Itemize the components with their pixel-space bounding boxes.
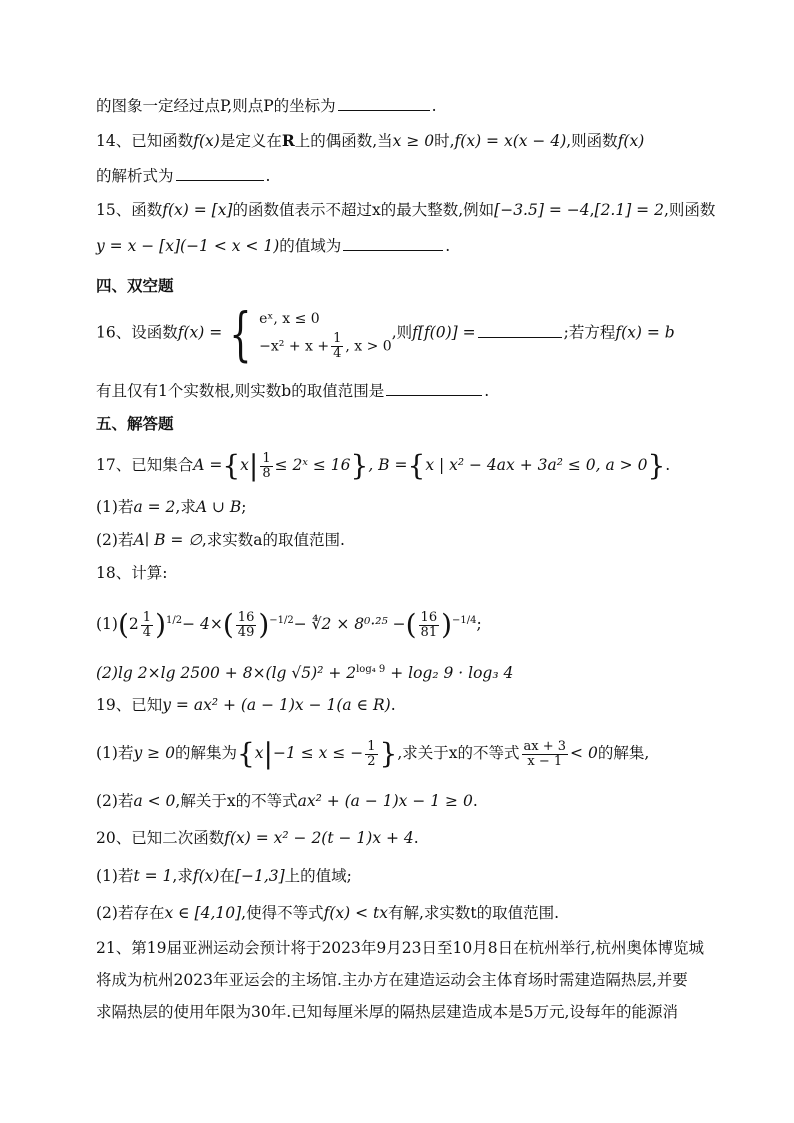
q16-eq: f(x) = b [615, 323, 675, 342]
q19-2-ineq: ax² + (a − 1)x − 1 ≥ 0 [297, 792, 473, 810]
q20-2-lead: (2)若存在 [96, 904, 165, 922]
q20-1-fx: f(x) [192, 867, 220, 885]
answer-blank-13 [338, 96, 430, 111]
question-19-part1 [96, 738, 649, 769]
q14-formula: f(x) = x(x − 4) [454, 132, 567, 150]
q18-1-root: − ∜2 × 8⁰·²⁵ − [293, 615, 406, 634]
frac-num: 1 [142, 609, 152, 625]
answer-blank-16b [386, 381, 482, 396]
q19-1-x: x [254, 744, 264, 762]
frac-den: x − 1 [527, 753, 563, 769]
q14-R: R [281, 131, 295, 150]
q20-2-cond: x ∈ [4,10] [164, 904, 242, 922]
right-brace-icon-2: } [647, 449, 666, 482]
q14-ask: 的解析式为 [96, 167, 174, 185]
question-21-line3: 求隔热层的使用年限为30年.已知每厘米厚的隔热层建造成本是5万元,设每年的能源消 [96, 1003, 678, 1021]
paren-icon-3-close: ) [441, 608, 453, 642]
q20-lead: 20、已知二次函数 [96, 829, 225, 847]
q19-period: . [390, 696, 396, 714]
mixed-whole: 2 [128, 615, 139, 634]
bar-icon-2: | [263, 737, 273, 770]
frac-den: 4 [333, 346, 342, 361]
q17-1-semi: ; [241, 498, 247, 516]
paren-icon: ( [117, 608, 129, 642]
q15-ex2: [2.1] = 2 [594, 201, 664, 219]
q17-ineq: ≤ 2ˣ ≤ 16 [274, 456, 351, 474]
question-13-tail [96, 96, 437, 116]
q20-1-cond: t = 1 [133, 867, 173, 885]
left-brace-icon: { [222, 449, 241, 482]
paren-icon-close: ) [155, 608, 166, 642]
q15-text2: ,则函数 [663, 201, 716, 219]
frac-num: 1 [262, 450, 271, 466]
fraction-one-eighth [260, 452, 272, 481]
q15-func: y = x − [x](−1 < x < 1) [96, 237, 280, 255]
q17-1-union: A ∪ B [195, 498, 242, 516]
frac-num: 1 [333, 331, 342, 346]
exp-mquarter: −1/4 [452, 615, 477, 626]
q19-1-ask: 的解集, [597, 744, 650, 762]
q19-2-cond: a < 0 [133, 792, 176, 810]
q16-piece2-a: −x² + x + [259, 338, 330, 355]
q18-1-semi: ; [476, 615, 482, 634]
q18-2-expr: (2)lg 2×lg 2500 + 8×(lg √5)² + 2 [96, 664, 357, 683]
q19-1-ineq: < 0 [570, 744, 598, 762]
q16-piece2-b: , x > 0 [345, 338, 392, 355]
q16-text: ,则 [391, 323, 413, 342]
piecewise [259, 306, 392, 361]
question-14 [96, 131, 644, 151]
frac-num: 16 [237, 609, 255, 625]
q20-period: . [413, 829, 419, 847]
fraction-one-quarter [331, 332, 343, 361]
question-20-part2 [96, 903, 559, 923]
q17-x: x [240, 456, 249, 474]
q16-piece1: eˣ, x ≤ 0 [259, 311, 320, 327]
q19-1-text: 的解集为 [174, 744, 237, 762]
section-4-heading: 四、双空题 [96, 277, 174, 295]
fraction-16-81 [419, 611, 440, 640]
exp-half: 1/2 [166, 615, 183, 626]
q16-ffx: f[f(0)] = [412, 323, 476, 342]
fraction-one-quarter-2 [141, 611, 153, 640]
question-20 [96, 828, 419, 848]
q19-1-range: −1 ≤ x ≤ − [272, 744, 364, 762]
exp-mhalf: −1/2 [269, 615, 294, 626]
q16-lead: 16、设函数 [96, 323, 178, 342]
answer-blank-16a [478, 323, 562, 338]
q19-func: y = ax² + (a − 1)x − 1(a ∈ R) [162, 696, 391, 714]
q14-text: 是定义在 [219, 132, 282, 150]
q17-A: A = [193, 456, 223, 474]
q20-1-text: ,求 [172, 867, 193, 885]
q17-2-cond: A∣ B = ∅ [133, 531, 202, 549]
q17-lead: 17、已知集合 [96, 456, 194, 474]
q16-fx: f(x) = [177, 323, 223, 342]
question-21-line1: 21、第19届亚洲运动会预计将于2023年9月23日至10月8日在杭州举行,杭州奥体博览城 [96, 939, 704, 957]
question-17: 17、已知集合A ={x| $\frac{1}{8}$ ≤ 2ˣ ≤ 16}, B ={x | x² − 4ax + 3a² ≤ 0, a > 0}. [96, 449, 671, 482]
q16-text2: ;若方程 [563, 323, 616, 342]
brace-icon: { [229, 299, 252, 368]
question-18: 18、计算: [96, 564, 168, 582]
frac-den: 2 [367, 753, 376, 769]
q17-2-lead: (2)若 [96, 531, 134, 549]
q20-2-ask: 有解,求实数t的取值范围. [387, 904, 560, 922]
paren-icon-2: ( [222, 608, 234, 642]
question-18-part1 [96, 606, 482, 640]
q19-1-text2: ,求关于x的不等式 [397, 744, 520, 762]
q20-1-lead: (1)若 [96, 867, 134, 885]
q17-2-ask: ,求实数a的取值范围. [201, 531, 345, 549]
frac-num: 1 [367, 738, 376, 754]
q16-ask: 有且仅有1个实数根,则实数b的取值范围是 [96, 382, 385, 400]
question-20-part1 [96, 866, 352, 886]
frac-den: 49 [237, 624, 255, 640]
fraction-rational [522, 740, 569, 769]
question-17-part2 [96, 530, 345, 550]
q17-1-cond: a = 2 [133, 498, 176, 516]
question-18-part2 [96, 660, 513, 683]
answer-blank-14 [176, 166, 264, 181]
section-5-heading: 五、解答题 [96, 415, 174, 433]
q18-1-lead: (1) [96, 615, 118, 634]
q15-text: 的函数值表示不超过x的最大整数,例如 [232, 201, 495, 219]
answer-blank-15 [343, 236, 443, 251]
q20-1-interval: [−1,3] [234, 867, 285, 885]
q19-2-period: . [472, 792, 478, 810]
q14-cond: x ≥ 0 [392, 132, 435, 150]
question-15 [96, 200, 715, 220]
q15-ask: 的值域为 [279, 237, 342, 255]
q18-2-exp: log₄ 9 [356, 664, 386, 675]
q20-1-ask: 上的值域; [284, 867, 352, 885]
question-21-line2: 将成为杭州2023年亚运会的主场馆.主办方在建造运动会主体育场时需建造隔热层,并要 [96, 971, 688, 989]
frac-den: 81 [420, 624, 438, 640]
question-16-line2: 有且仅有1个实数根,则实数b的取值范围是 . [96, 382, 490, 400]
q16-piece2 [259, 332, 392, 361]
left-brace-icon-3: { [236, 737, 255, 770]
paren-icon-2-close: ) [258, 608, 270, 642]
question-19-part2 [96, 791, 478, 811]
q20-2-ineq: f(x) < tx [323, 904, 388, 922]
frac-num: 16 [420, 609, 438, 625]
q17-1-lead: (1)若 [96, 498, 134, 516]
bar-icon: | [248, 449, 259, 482]
q14-fx: f(x) [193, 132, 220, 150]
paren-icon-3: ( [405, 608, 417, 642]
q14-fx2: f(x) [617, 132, 645, 150]
q20-2-text: ,使得不等式 [241, 904, 324, 922]
left-brace-icon-2: { [407, 449, 426, 482]
q14-lead: 14、已知函数 [96, 132, 194, 150]
q19-2-lead: (2)若 [96, 792, 134, 810]
q18-1-times: − 4× [182, 615, 223, 634]
question-19 [96, 695, 396, 715]
question-16 [96, 299, 675, 368]
fraction-16-49 [236, 611, 257, 640]
q15-ex1: [−3.5] = −4 [494, 201, 590, 219]
q20-func: f(x) = x² − 2(t − 1)x + 4 [224, 829, 414, 847]
q14-text2: 上的偶函数,当 [294, 132, 393, 150]
q13-text: 的图象一定经过点P,则点P的坐标为 [96, 97, 336, 115]
q19-1-lead: (1)若 [96, 744, 134, 762]
frac-den: 4 [142, 624, 152, 640]
q19-lead: 19、已知 [96, 696, 163, 714]
q15-lead: 15、函数 [96, 201, 163, 219]
q18-2-tail: + log₂ 9 · log₃ 4 [385, 664, 514, 683]
q15-fx: f(x) = [x] [162, 201, 233, 219]
right-brace-icon: } [350, 449, 369, 482]
q14-text3: 时, [434, 132, 455, 150]
q13-period: . [431, 97, 437, 115]
frac-den: 8 [262, 465, 271, 481]
question-17-part1 [96, 497, 247, 517]
right-brace-icon-3: } [379, 737, 398, 770]
frac-num: ax + 3 [523, 738, 567, 754]
q17-B: , B = [368, 456, 408, 474]
question-14-line2: 的解析式为 . [96, 167, 271, 185]
q15-comma: , [589, 201, 595, 219]
q17-Bset: x | x² − 4ax + 3a² ≤ 0, a > 0 [425, 456, 648, 474]
q19-1-cond: y ≥ 0 [133, 744, 175, 762]
q20-1-text2: 在 [219, 867, 235, 885]
question-15-line2: y = x − [x](−1 < x < 1)的值域为 . [96, 237, 451, 255]
q14-text4: ,则函数 [566, 132, 618, 150]
fraction-one-half [365, 740, 377, 769]
q17-1-text: ,求 [175, 498, 196, 516]
q19-2-text: ,解关于x的不等式 [175, 792, 298, 810]
